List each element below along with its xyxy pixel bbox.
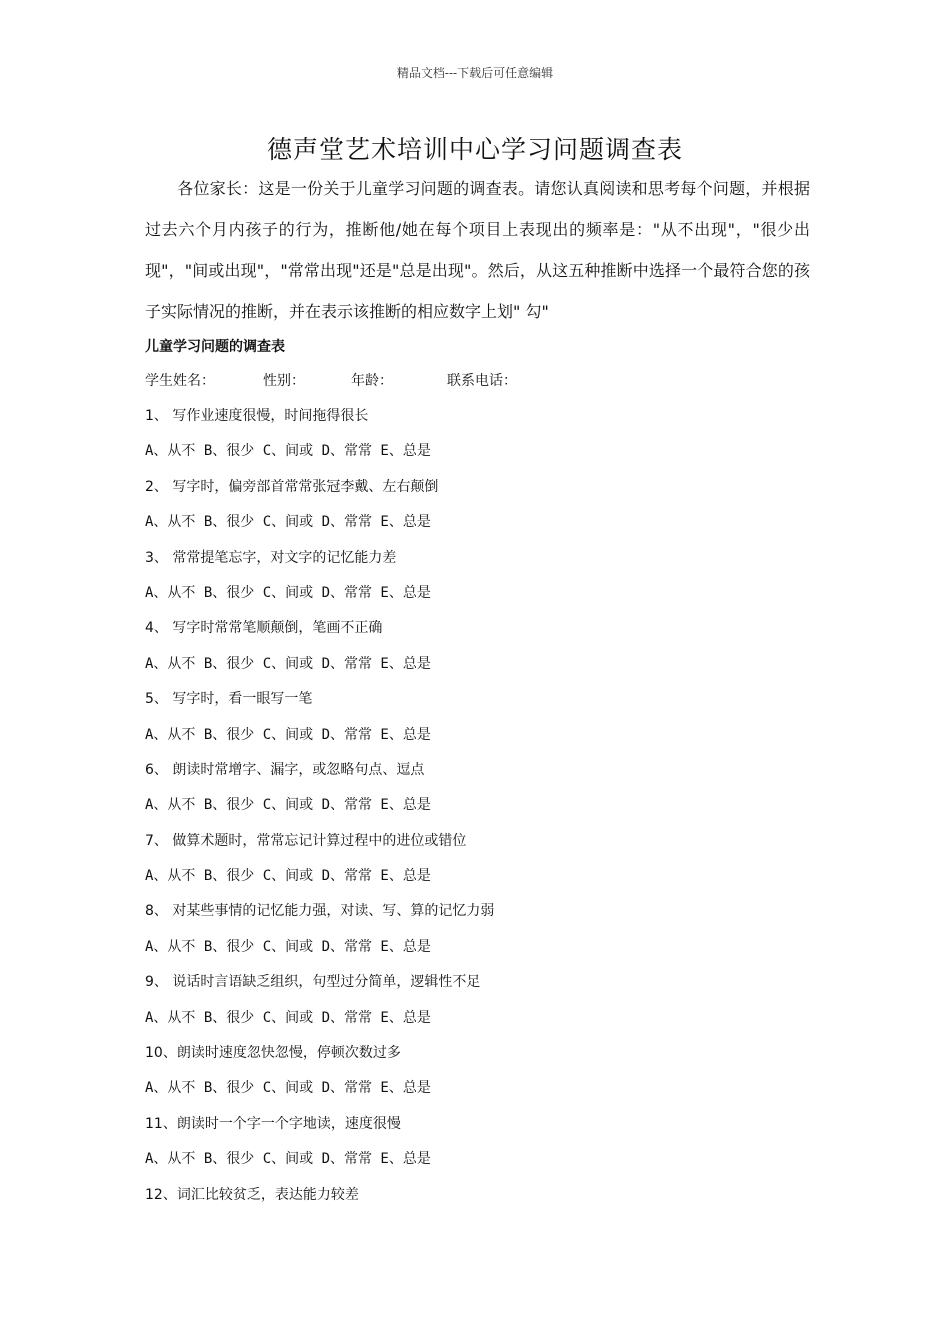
question-4: 4、 写字时常常笔顺颠倒，笔画不正确 (145, 620, 383, 637)
options-6[interactable]: A、从不 B、很少 C、间或 D、常常 E、总是 (145, 797, 431, 814)
question-5: 5、 写字时，看一眼写一笔 (145, 691, 313, 708)
question-3: 3、 常常提笔忘字，对文字的记忆能力差 (145, 549, 397, 566)
options-5[interactable]: A、从不 B、很少 C、间或 D、常常 E、总是 (145, 726, 431, 743)
options-3[interactable]: A、从不 B、很少 C、间或 D、常常 E、总是 (145, 584, 431, 601)
question-8: 8、 对某些事情的记忆能力强，对读、写、算的记忆力弱 (145, 903, 495, 920)
options-11[interactable]: A、从不 B、很少 C、间或 D、常常 E、总是 (145, 1151, 431, 1168)
page-title: 德声堂艺术培训中心学习问题调查表 (266, 135, 683, 164)
question-6: 6、 朗读时常增字、漏字，或忽略句点、逗点 (145, 761, 425, 778)
options-7[interactable]: A、从不 B、很少 C、间或 D、常常 E、总是 (145, 868, 431, 885)
options-4[interactable]: A、从不 B、很少 C、间或 D、常常 E、总是 (145, 655, 431, 672)
options-1[interactable]: A、从不 B、很少 C、间或 D、常常 E、总是 (145, 443, 431, 460)
question-list (145, 404, 825, 1218)
phone-label: 联系电话： (447, 373, 517, 389)
question-10: 10、朗读时速度忽快忽慢，停顿次数过多 (145, 1045, 401, 1062)
options-9[interactable]: A、从不 B、很少 C、间或 D、常常 E、总是 (145, 1009, 431, 1026)
section-title: 儿童学习问题的调查表 (145, 339, 285, 355)
name-label: 学生姓名： (145, 373, 215, 389)
options-8[interactable]: A、从不 B、很少 C、间或 D、常常 E、总是 (145, 938, 431, 955)
question-7: 7、 做算术题时，常常忘记计算过程中的进位或错位 (145, 832, 467, 849)
question-12: 12、词汇比较贫乏，表达能力较差 (145, 1186, 359, 1203)
question-2: 2、 写字时，偏旁部首常常张冠李戴、左右颠倒 (145, 478, 439, 495)
options-2[interactable]: A、从不 B、很少 C、间或 D、常常 E、总是 (145, 514, 431, 531)
gender-label: 性别： (263, 373, 305, 389)
question-9: 9、 说话时言语缺乏组织，句型过分简单，逻辑性不足 (145, 974, 481, 991)
intro-paragraph (145, 168, 810, 332)
options-10[interactable]: A、从不 B、很少 C、间或 D、常常 E、总是 (145, 1080, 431, 1097)
header-note: 精品文档---下载后可任意编辑 (396, 66, 554, 80)
question-1: 1、 写作业速度很慢，时间拖得很长 (145, 408, 369, 424)
student-info-row (145, 370, 517, 390)
intro-text: 各位家长：这是一份关于儿童学习问题的调查表。请您认真阅读和思考每个问题，并根据过去六个月内孩子的行为，推断他/她在每个项目上表现出的频率是："从不出现"，"很少出现"，"间或出现"，"常常出现"还是"总是出现"。然后，从这五种推断中选择一个最符合您的孩子实际情况的推断，并在表示该推断的相应数字上划" 勾" (145, 179, 810, 321)
age-label: 年龄： (351, 373, 393, 389)
question-11: 11、朗读时一个字一个字地读，速度很慢 (145, 1115, 401, 1132)
